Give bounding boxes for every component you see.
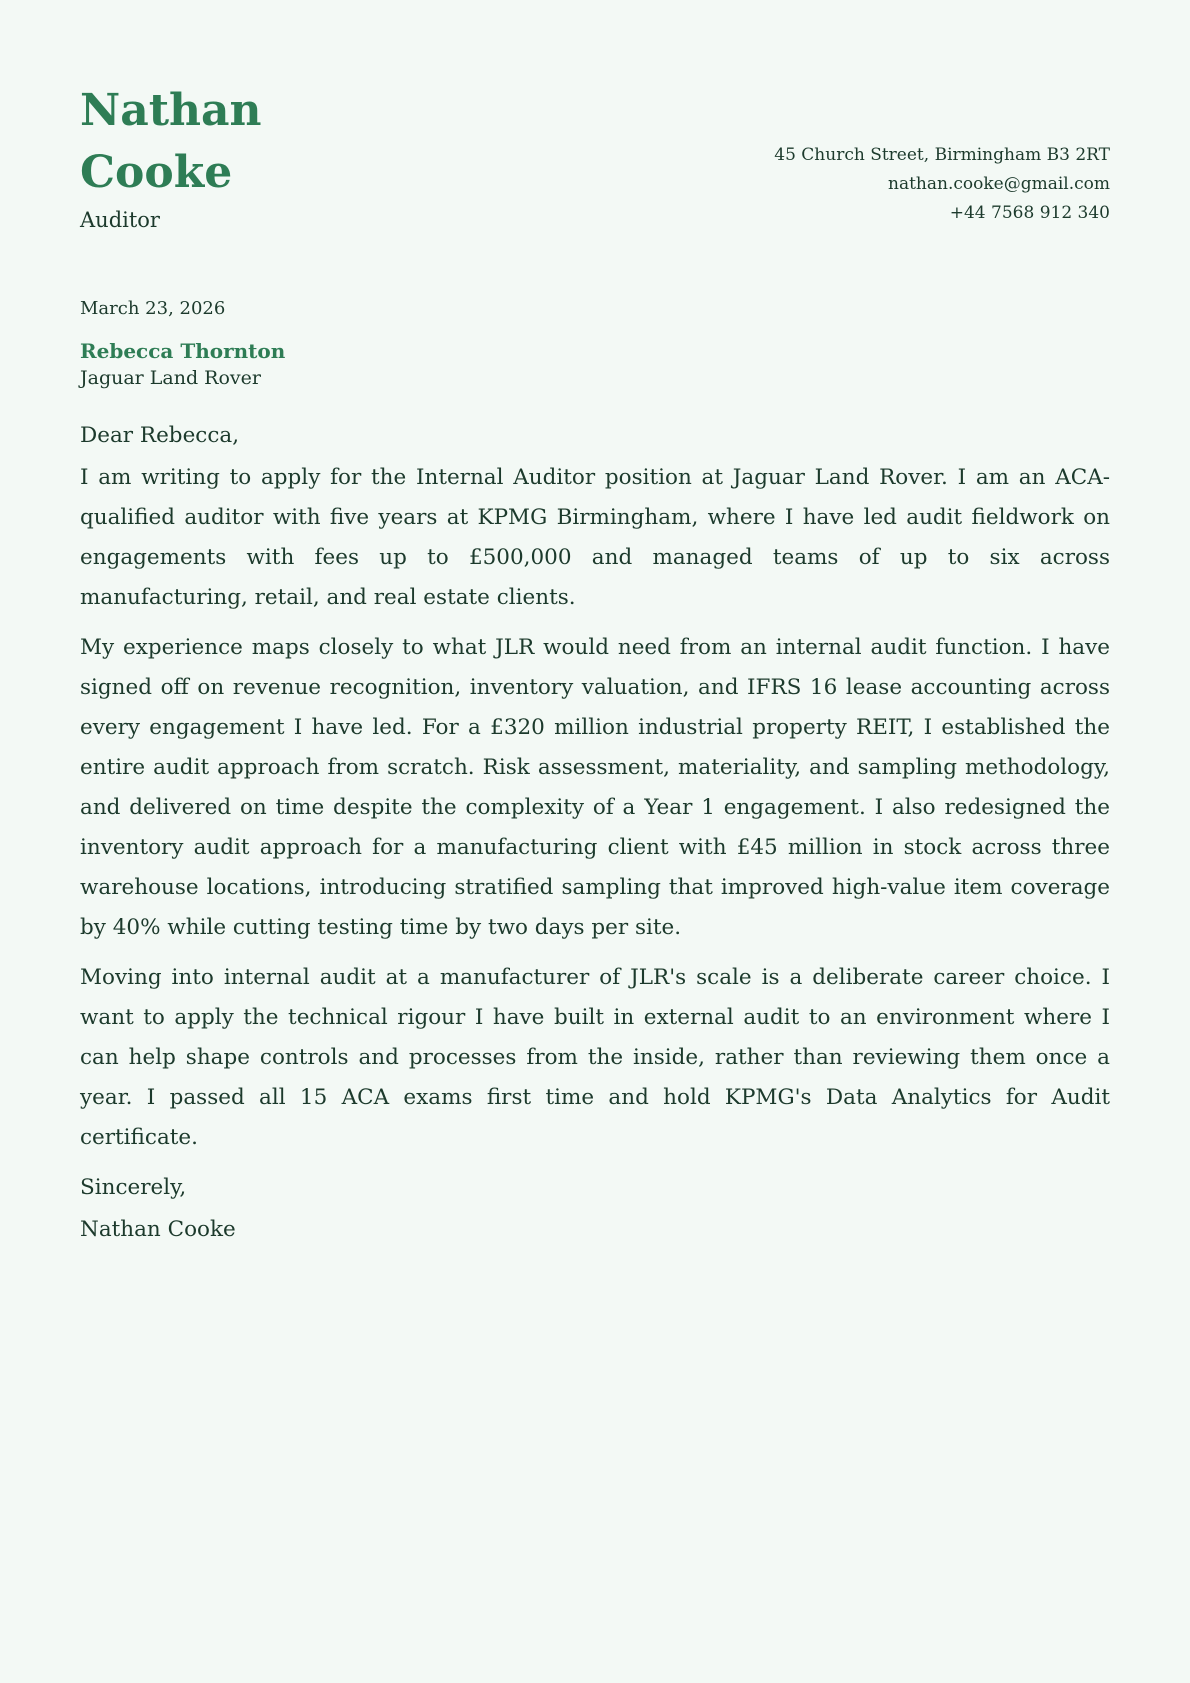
recipient-name: Rebecca Thornton xyxy=(80,339,286,363)
body-paragraph: My experience maps closely to what JLR would need from an internal audit function. I have signed off on revenue recognition, inventory valuation, and IFRS 16 lease accounting across every engagement I have led. For a £320 million industrial property REIT, I established the entire audit approach from scratch. Risk assessment, materiality, and sampling methodology, and delivered on time despite the complexity of a Year 1 engagement. I also redesigned the inventory audit approach for a manufacturing client with £45 million in stock across three warehouse locations, introducing stratified sampling that improved high-value item coverage by 40% while cutting testing time by two days per site. xyxy=(80,635,1110,940)
salutation: Dear Rebecca, xyxy=(80,423,240,448)
contact-block xyxy=(774,141,1110,232)
recipient-company: Jaguar Land Rover xyxy=(80,367,261,389)
signature: Nathan Cooke xyxy=(80,1217,236,1242)
letter-body xyxy=(80,458,1110,1158)
sender-name: Nathan Cooke xyxy=(80,85,262,198)
closing: Sincerely, xyxy=(80,1175,187,1200)
contact-address: 45 Church Street, Birmingham B3 2RT xyxy=(774,145,1110,165)
sender-identity xyxy=(80,80,340,232)
contact-email: nathan.cooke@gmail.com xyxy=(888,174,1110,194)
recipient-block xyxy=(80,339,1110,389)
body-paragraph: Moving into internal audit at a manufacturer of JLR's scale is a deliberate career choice. I want to apply the technical rigour I have built in external audit to an environment where I can help shape controls and processes from the inside, rather than reviewing them once a year. I passed all 15 ACA exams first time and hold KPMG's Data Analytics for Audit certificate. xyxy=(80,965,1110,1150)
contact-phone: +44 7568 912 340 xyxy=(949,203,1110,223)
letter-header xyxy=(80,80,1110,232)
letter-date: March 23, 2026 xyxy=(80,298,226,319)
body-paragraph: I am writing to apply for the Internal Auditor position at Jaguar Land Rover. I am an ACA-qualified auditor with five years at KPMG Birmingham, where I have led audit fieldwork on engagements with fees up to £500,000 and managed teams of up to six across manufacturing, retail, and real estate clients. xyxy=(80,465,1110,610)
sender-title: Auditor xyxy=(80,208,160,232)
